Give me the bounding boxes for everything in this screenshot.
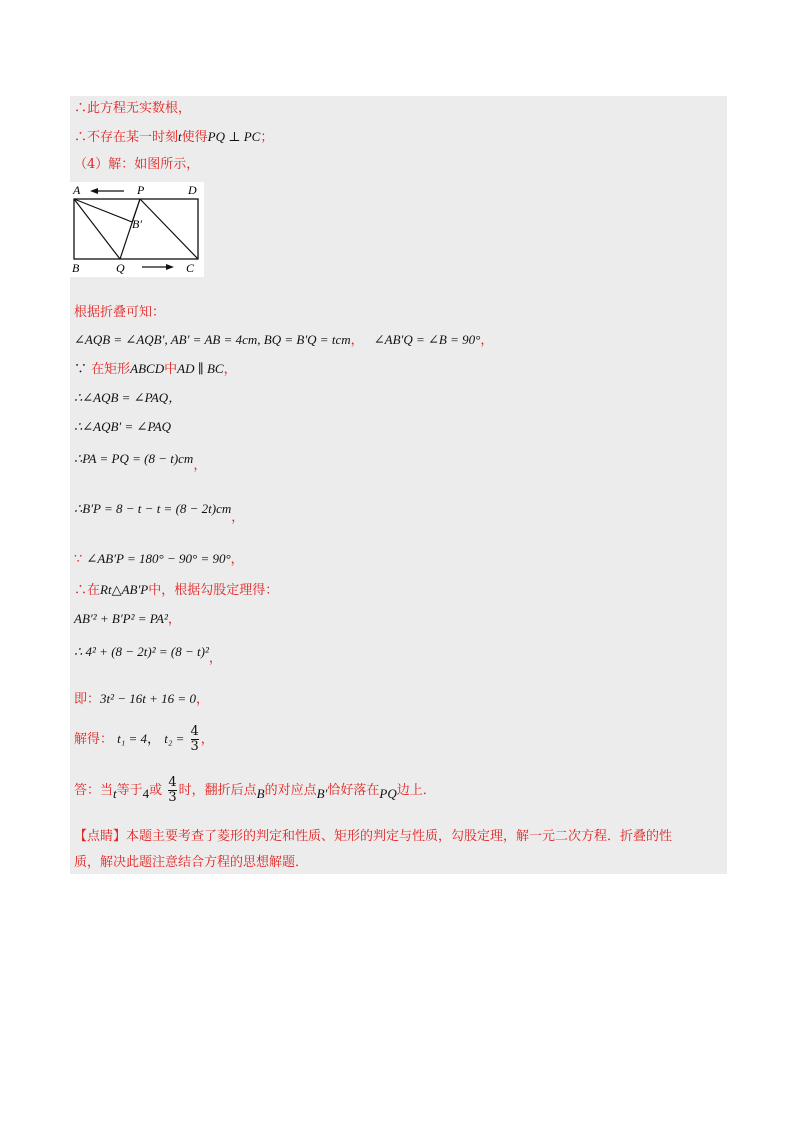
math-t2: t₂ = (164, 731, 185, 746)
math-pa-pq: ∴PA = PQ = (8 − t)cm (74, 451, 194, 466)
line-aqbp-paq: ∴∠AQB′ = ∠PAQ (74, 419, 172, 434)
comma: ， (223, 362, 237, 377)
math-bp-length: ∴B′P = 8 − t − t = (8 − 2t)cm (74, 501, 232, 516)
math-ad-parallel-bc: AD ∥ BC (177, 361, 224, 376)
line-part4: （4）解：如图所示， (74, 157, 200, 172)
text: 等于 (116, 783, 143, 798)
text: 即： (74, 692, 101, 707)
math-substitution: ∴ 4² + (8 − 2t)² = (8 − t)² (74, 644, 209, 659)
math-pythagoras: AB′² + B′P² = PA² (74, 611, 168, 626)
text: 时，翻折后点 (178, 783, 257, 798)
line-rectangle-parallel (74, 360, 237, 379)
line-solutions (74, 724, 214, 755)
denominator: 3 (168, 790, 177, 805)
line-fold-equalities (74, 331, 493, 350)
text: 恰好落在 (327, 783, 380, 798)
comma: ， (167, 612, 181, 627)
math-quadratic: 3t² − 16t + 16 = 0 (100, 691, 196, 706)
line-no-time (74, 128, 273, 147)
line-aqb-paq: ∴∠AQB = ∠PAQ， (74, 390, 182, 405)
var-t: t (178, 129, 182, 144)
math-t1: t₁ = 4 (117, 731, 148, 746)
text: 的对应点 (264, 783, 317, 798)
math-angle-abp: ∠AB′P = 180° − 90° = 90° (86, 551, 231, 566)
point-B: B (256, 786, 265, 801)
text: 或 (149, 783, 163, 798)
point-Bprime: B′ (316, 786, 328, 801)
comma: ， (231, 510, 245, 525)
var-t: t (113, 786, 117, 801)
label-P: P (137, 183, 145, 197)
segment-PQ: PQ (379, 786, 397, 801)
line-no-real-roots: ∴此方程无实数根， (74, 101, 192, 116)
line-answer (74, 775, 436, 806)
math-right-angle: ∠AB′Q = ∠B = 90° (373, 332, 481, 347)
label-Bprime: B′ (132, 217, 142, 231)
text: 中 (164, 362, 178, 377)
therefore-symbol: ∴ (74, 583, 88, 598)
line-fold-known: 根据折叠可知： (74, 305, 166, 320)
comma: ， (147, 732, 161, 747)
text: 答：当 (74, 783, 114, 798)
label-Q: Q (116, 261, 125, 275)
line-bp-length (74, 500, 245, 525)
comma: ， (193, 458, 207, 473)
text: 解得： (74, 732, 114, 747)
text: ； (260, 130, 274, 145)
line-angle-abp (74, 550, 244, 569)
diagram-svg (70, 182, 204, 277)
comma: ， (200, 732, 214, 747)
denominator: 3 (190, 739, 199, 754)
value-4: 4 (142, 786, 150, 801)
rectangle-fold-diagram (70, 182, 204, 277)
comma: ， (195, 692, 209, 707)
text: 边上． (396, 783, 436, 798)
text: ∴不存在某一时刻 (74, 130, 179, 145)
line-pa-pq (74, 450, 207, 473)
comma: ， (208, 651, 222, 666)
text: 在矩形 (91, 362, 131, 377)
line-quadratic (74, 690, 209, 709)
math-abcd: ABCD (130, 361, 165, 376)
comma: ， (350, 333, 364, 348)
line-pythagoras-eq (74, 610, 181, 629)
label-D: D (188, 183, 197, 197)
text: 使得 (181, 130, 208, 145)
comma: ， (480, 333, 494, 348)
label-C: C (186, 261, 195, 275)
fraction-four-thirds (168, 776, 176, 805)
because-symbol: ∵ (74, 552, 83, 567)
line-key-point-cont: 质，解决此题注意结合方程的思想解题． (74, 855, 309, 870)
math-angles-lengths: ∠AQB = ∠AQB′, AB′ = AB = 4cm, BQ = B′Q = tcm (74, 332, 351, 347)
line-substitution (74, 643, 222, 666)
label-B: B (72, 261, 80, 275)
fraction-four-thirds (191, 725, 199, 754)
math-pq-perp-pc: PQ ⊥ PC (207, 129, 261, 144)
math-triangle: Rt△AB′P (100, 582, 149, 597)
line-key-point: 【点睛】本题主要考查了菱形的判定和性质、矩形的判定与性质，勾股定理，解一元二次方程．折叠的性 (74, 829, 673, 844)
text: 在 (87, 583, 101, 598)
comma: ， (230, 552, 244, 567)
label-A: A (73, 183, 81, 197)
numerator: 4 (168, 775, 177, 790)
line-pythagoras-intro (74, 581, 278, 600)
text: 中，根据勾股定理得： (148, 583, 279, 598)
numerator: 4 (190, 724, 199, 739)
because-symbol: ∵ (74, 362, 88, 377)
